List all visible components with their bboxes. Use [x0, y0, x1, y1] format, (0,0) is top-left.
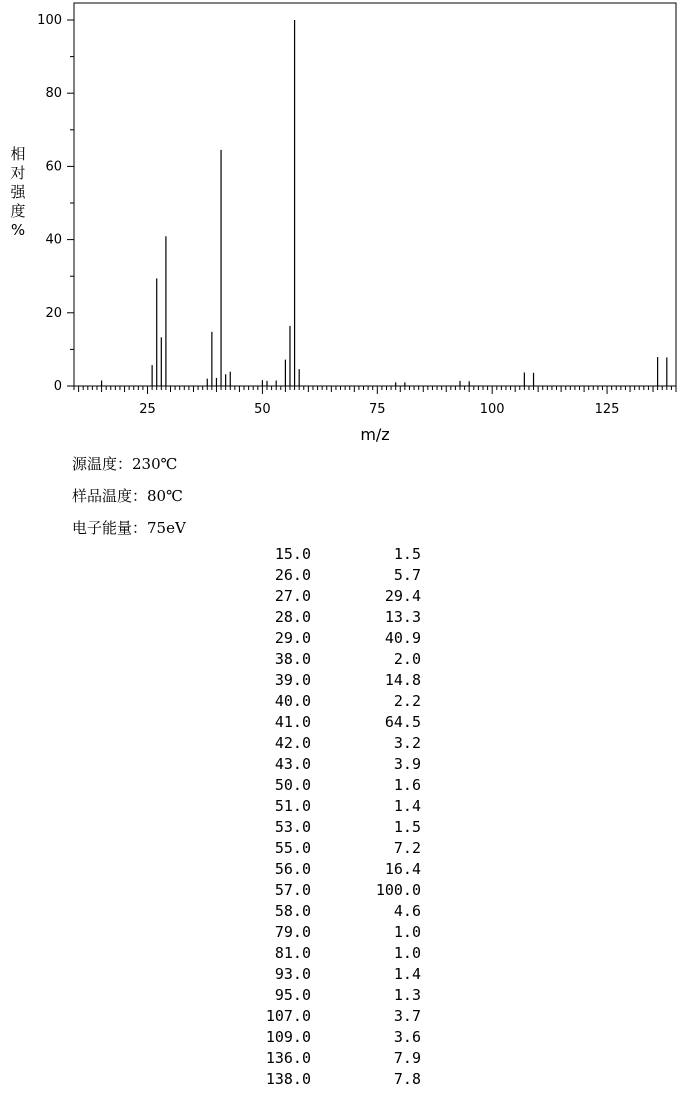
y-tick-label: 80: [45, 86, 62, 102]
mz-cell: 95.0: [274, 986, 311, 1004]
intensity-cell: 16.4: [384, 860, 421, 878]
intensity-cell: 1.5: [393, 545, 421, 563]
mz-cell: 27.0: [274, 587, 311, 605]
intensity-cell: 5.7: [393, 566, 421, 584]
y-axis-label-char: %: [10, 221, 26, 239]
mz-cell: 109.0: [265, 1028, 311, 1046]
y-tick-label: 20: [45, 305, 62, 321]
table-row: [250, 544, 421, 565]
table-row: [250, 1006, 421, 1027]
sample-temperature-label: 样品温度：: [72, 487, 148, 505]
source-temperature: [72, 453, 177, 474]
source-temperature-label: 源温度：: [72, 455, 133, 473]
intensity-cell: 3.2: [393, 734, 421, 752]
mass-spectrum-chart: [0, 0, 680, 450]
intensity-cell: 2.2: [393, 692, 421, 710]
mz-cell: 138.0: [265, 1070, 311, 1088]
table-row: [250, 691, 421, 712]
table-row: [250, 649, 421, 670]
table-row: [250, 607, 421, 628]
intensity-cell: 64.5: [384, 713, 421, 731]
intensity-cell: 40.9: [384, 629, 421, 647]
intensity-cell: 100.0: [375, 881, 421, 899]
y-axis-label-char: 强: [10, 183, 26, 201]
table-row: [250, 628, 421, 649]
table-row: [250, 754, 421, 775]
table-row: [250, 901, 421, 922]
intensity-cell: 14.8: [384, 671, 421, 689]
x-tick-label: 125: [594, 402, 620, 417]
intensity-cell: 1.3: [393, 986, 421, 1004]
intensity-cell: 3.7: [393, 1007, 421, 1025]
intensity-cell: 1.0: [393, 944, 421, 962]
mz-cell: 136.0: [265, 1049, 311, 1067]
mz-cell: 81.0: [274, 944, 311, 962]
intensity-cell: 1.5: [393, 818, 421, 836]
table-row: [250, 943, 421, 964]
y-axis: [37, 13, 74, 394]
mz-cell: 28.0: [274, 608, 311, 626]
x-axis: [74, 386, 676, 417]
table-row: [250, 1048, 421, 1069]
mz-cell: 56.0: [274, 860, 311, 878]
intensity-cell: 13.3: [384, 608, 421, 626]
mz-cell: 15.0: [274, 545, 311, 563]
mz-cell: 57.0: [274, 881, 311, 899]
intensity-cell: 29.4: [384, 587, 421, 605]
intensity-cell: 3.6: [393, 1028, 421, 1046]
sample-temperature-value: 80℃: [147, 487, 183, 505]
y-axis-label-char: 对: [10, 164, 26, 182]
intensity-cell: 1.6: [393, 776, 421, 794]
mz-cell: 93.0: [274, 965, 311, 983]
table-row: [250, 775, 421, 796]
electron-energy-value: 75eV: [147, 519, 186, 537]
mz-cell: 39.0: [274, 671, 311, 689]
y-axis-label: [8, 145, 28, 240]
peak-table: [250, 544, 421, 1090]
x-tick-label: 50: [254, 402, 271, 417]
mz-cell: 26.0: [274, 566, 311, 584]
electron-energy-label: 电子能量：: [72, 519, 148, 537]
plot-frame: [74, 3, 676, 386]
mz-cell: 107.0: [265, 1007, 311, 1025]
y-tick-label: 40: [45, 232, 62, 248]
mz-cell: 42.0: [274, 734, 311, 752]
mz-cell: 79.0: [274, 923, 311, 941]
intensity-cell: 1.0: [393, 923, 421, 941]
intensity-cell: 4.6: [393, 902, 421, 920]
mz-cell: 55.0: [274, 839, 311, 857]
mz-cell: 40.0: [274, 692, 311, 710]
y-axis-label-char: 度: [10, 202, 26, 220]
table-row: [250, 796, 421, 817]
intensity-cell: 3.9: [393, 755, 421, 773]
table-row: [250, 733, 421, 754]
intensity-cell: 2.0: [393, 650, 421, 668]
table-row: [250, 1027, 421, 1048]
mz-cell: 29.0: [274, 629, 311, 647]
table-row: [250, 838, 421, 859]
x-tick-label: 25: [139, 402, 156, 417]
mz-cell: 50.0: [274, 776, 311, 794]
mz-cell: 43.0: [274, 755, 311, 773]
intensity-cell: 1.4: [393, 797, 421, 815]
x-tick-label: 100: [479, 402, 505, 417]
table-row: [250, 985, 421, 1006]
mz-cell: 41.0: [274, 713, 311, 731]
mz-cell: 51.0: [274, 797, 311, 815]
y-tick-label: 100: [37, 13, 62, 28]
intensity-cell: 7.8: [393, 1070, 421, 1088]
table-row: [250, 817, 421, 838]
y-axis-label-char: 相: [10, 145, 26, 163]
mz-cell: 53.0: [274, 818, 311, 836]
intensity-cell: 7.2: [393, 839, 421, 857]
table-row: [250, 922, 421, 943]
mz-cell: 58.0: [274, 902, 311, 920]
sample-temperature: [72, 485, 183, 506]
table-row: [250, 1069, 421, 1090]
electron-energy: [72, 517, 186, 538]
table-row: [250, 565, 421, 586]
y-tick-label: 60: [45, 159, 62, 175]
x-tick-label: 75: [369, 402, 386, 417]
source-temperature-value: 230℃: [132, 455, 178, 473]
table-row: [250, 586, 421, 607]
spectrum-peaks: [102, 20, 667, 386]
table-row: [250, 964, 421, 985]
mz-cell: 38.0: [274, 650, 311, 668]
table-row: [250, 670, 421, 691]
intensity-cell: 1.4: [393, 965, 421, 983]
table-row: [250, 859, 421, 880]
y-tick-label: 0: [53, 379, 62, 394]
table-row: [250, 880, 421, 901]
intensity-cell: 7.9: [393, 1049, 421, 1067]
table-row: [250, 712, 421, 733]
x-axis-label: m/z: [360, 425, 390, 444]
